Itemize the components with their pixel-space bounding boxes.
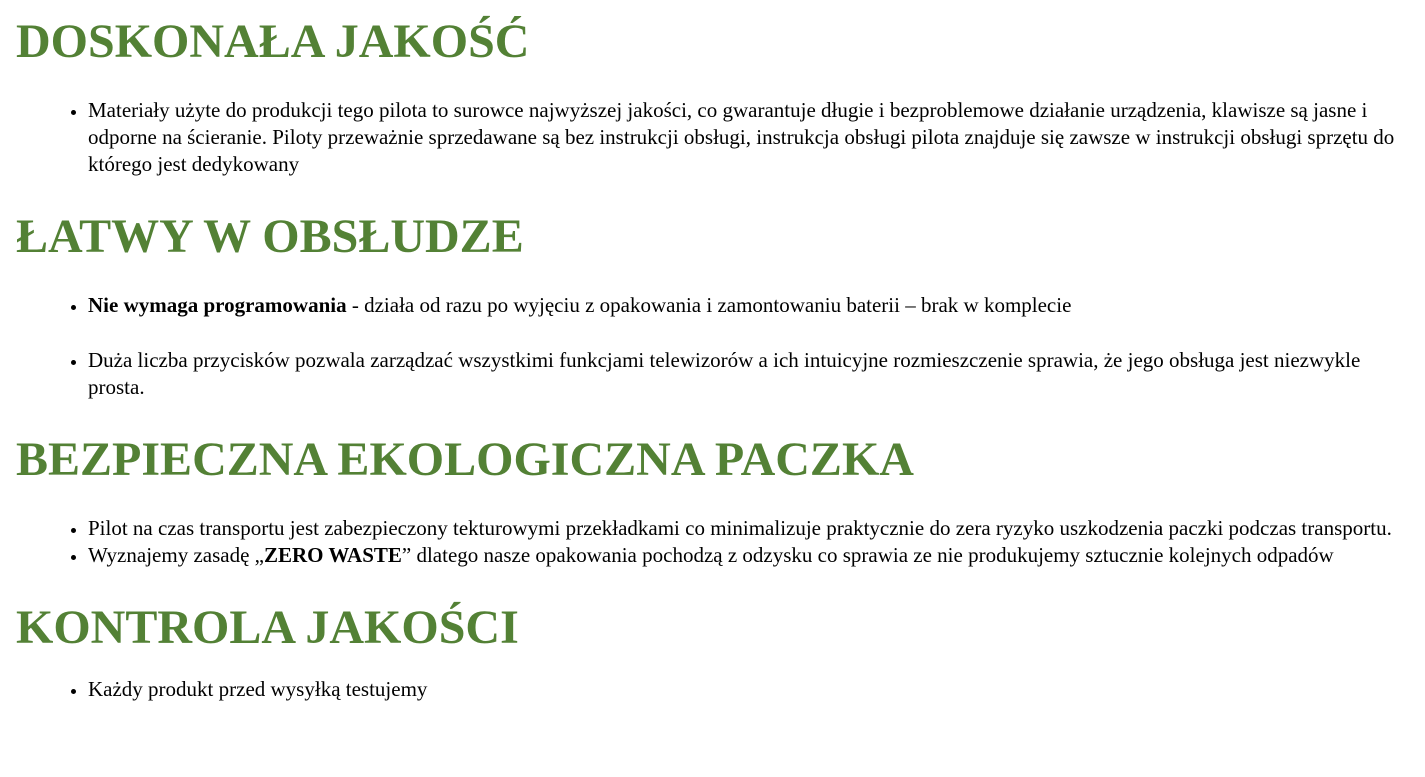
list-item bbox=[88, 676, 1409, 703]
section-eco-package bbox=[16, 432, 1409, 569]
item-bold-text: ZERO WASTE bbox=[263, 543, 402, 567]
list-item bbox=[88, 515, 1409, 542]
item-text: - działa od razu po wyjęciu z opakowania i zamontowaniu baterii – brak w komplecie bbox=[346, 293, 1072, 317]
section-quality bbox=[16, 14, 1409, 178]
list-item bbox=[88, 542, 1409, 569]
bullet-list bbox=[16, 515, 1409, 569]
item-bold-text: Nie wymaga programowania bbox=[88, 293, 347, 317]
section-easy-use bbox=[16, 209, 1409, 401]
list-item bbox=[88, 292, 1409, 319]
section-heading: ŁATWY W OBSŁUDZE bbox=[16, 210, 524, 263]
list-item bbox=[88, 347, 1409, 401]
section-quality-control bbox=[16, 600, 1409, 703]
bullet-list bbox=[16, 676, 1409, 703]
list-item bbox=[88, 97, 1409, 178]
bullet-list bbox=[16, 97, 1409, 178]
item-text: Pilot na czas transportu jest zabezpieczony tekturowymi przekładkami co minimalizuje praktycznie do zera ryzyko uszkodzenia paczki podczas transportu. bbox=[88, 516, 1392, 540]
section-heading: DOSKONAŁA JAKOŚĆ bbox=[16, 15, 530, 68]
section-heading: KONTROLA JAKOŚCI bbox=[16, 601, 519, 654]
item-text: Duża liczba przycisków pozwala zarządzać wszystkimi funkcjami telewizorów a ich intuicyjne rozmieszczenie sprawia, że jego obsługa jest niezwykle prosta. bbox=[88, 348, 1361, 399]
section-heading: BEZPIECZNA EKOLOGICZNA PACZKA bbox=[16, 433, 914, 486]
item-text-prefix: Wyznajemy zasadę „ bbox=[88, 543, 264, 567]
item-text: ” dlatego nasze opakowania pochodzą z odzysku co sprawia ze nie produkujemy sztucznie kolejnych odpadów bbox=[401, 543, 1334, 567]
item-text: Materiały użyte do produkcji tego pilota to surowce najwyższej jakości, co gwarantuje długie i bezproblemowe działanie urządzenia, klawisze są jasne i odporne na ścieranie. Piloty przeważnie sprzedawane są bez instrukcji obsługi, instrukcja obsługi pilota znajduje się zawsze w instrukcji obsługi sprzętu do którego jest dedykowany bbox=[88, 98, 1395, 176]
item-text: Każdy produkt przed wysyłką testujemy bbox=[88, 677, 428, 701]
bullet-list bbox=[16, 292, 1409, 401]
